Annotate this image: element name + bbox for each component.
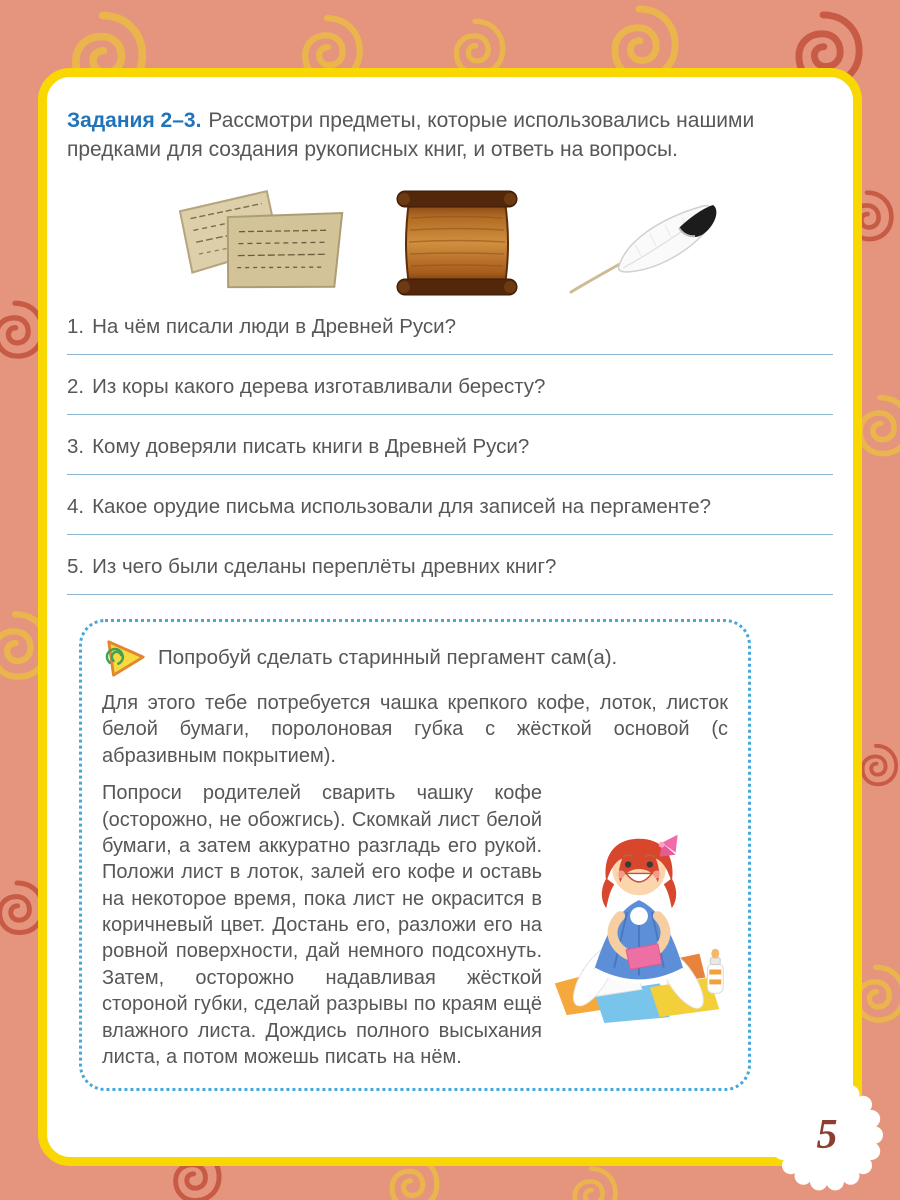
question-number: 3. [67, 434, 85, 458]
spiral-decoration [562, 1164, 620, 1200]
answer-blank-line [67, 354, 833, 355]
question-item [67, 555, 833, 595]
task-intro [67, 107, 833, 165]
question-text [67, 555, 833, 579]
tip-body [102, 769, 728, 1070]
tip-paragraph-1: Для этого тебе потребуется чашка крепкого кофе, лоток, листок белой бумаги, поролоновая губка с жёсткой основой (с абразивным покрытием). [102, 691, 728, 767]
birch-bark-image [168, 188, 353, 300]
tip-title: Попробуй сделать старинный пергамент сам(а). [158, 645, 618, 669]
question-item [67, 315, 833, 355]
question-number: 4. [67, 494, 85, 518]
question-item [67, 375, 833, 415]
paperclip-note-icon [102, 637, 148, 679]
answer-blank-line [67, 534, 833, 535]
question-item [67, 435, 833, 475]
question-number: 5. [67, 554, 85, 578]
task-intro-text: Рассмотри предметы, которые использовались нашими предками для создания рукописных книг, и ответь на вопросы. [67, 109, 755, 161]
question-text [67, 375, 833, 399]
question-text [67, 435, 833, 459]
question-text [67, 495, 833, 519]
page-number-badge [768, 1076, 886, 1194]
question-label: На чём писали люди в Древней Руси? [92, 314, 457, 338]
parchment-scroll-image [393, 186, 521, 301]
girl-crafting-illustration [542, 769, 737, 1070]
question-number: 1. [67, 314, 85, 338]
question-label: Какое орудие письма использовали для записей на пергаменте? [92, 494, 712, 518]
answer-blank-line [67, 474, 833, 475]
question-label: Кому доверяли писать книги в Древней Руси? [92, 434, 530, 458]
answer-blank-line [67, 414, 833, 415]
tip-header [102, 637, 728, 679]
tip-paragraph-2: Попроси родителей сварить чашку кофе (осторожно, не обожгись). Скомкай лист белой бумаги, а затем аккуратно разгладь его рукой. Положи лист в лоток, залей его кофе и оставь на некоторое время, пока лист не окрасится в коричневый цвет. Достань его, разложи его на ровной поверхности, дай немного подсохнуть. Затем, осторожно надавливая жёсткой стороной губки, сделай разрывы по краям ещё влажного листа. Дождись полного высыхания листа, а потом можешь писать на нём. [102, 782, 542, 1069]
artifact-images-row [67, 183, 833, 305]
question-text [67, 315, 833, 339]
quill-feather-image [561, 190, 733, 298]
question-number: 2. [67, 374, 85, 398]
question-label: Из чего были сделаны переплёты древних книг? [92, 554, 557, 578]
question-item [67, 495, 833, 535]
worksheet-card [38, 68, 862, 1166]
questions-list [67, 315, 833, 595]
task-label: Задания 2–3. [67, 109, 202, 132]
question-label: Из коры какого дерева изготавливали бересту? [92, 374, 546, 398]
answer-blank-line [67, 594, 833, 595]
tip-box [79, 619, 751, 1091]
page-number: 5 [816, 1112, 838, 1158]
